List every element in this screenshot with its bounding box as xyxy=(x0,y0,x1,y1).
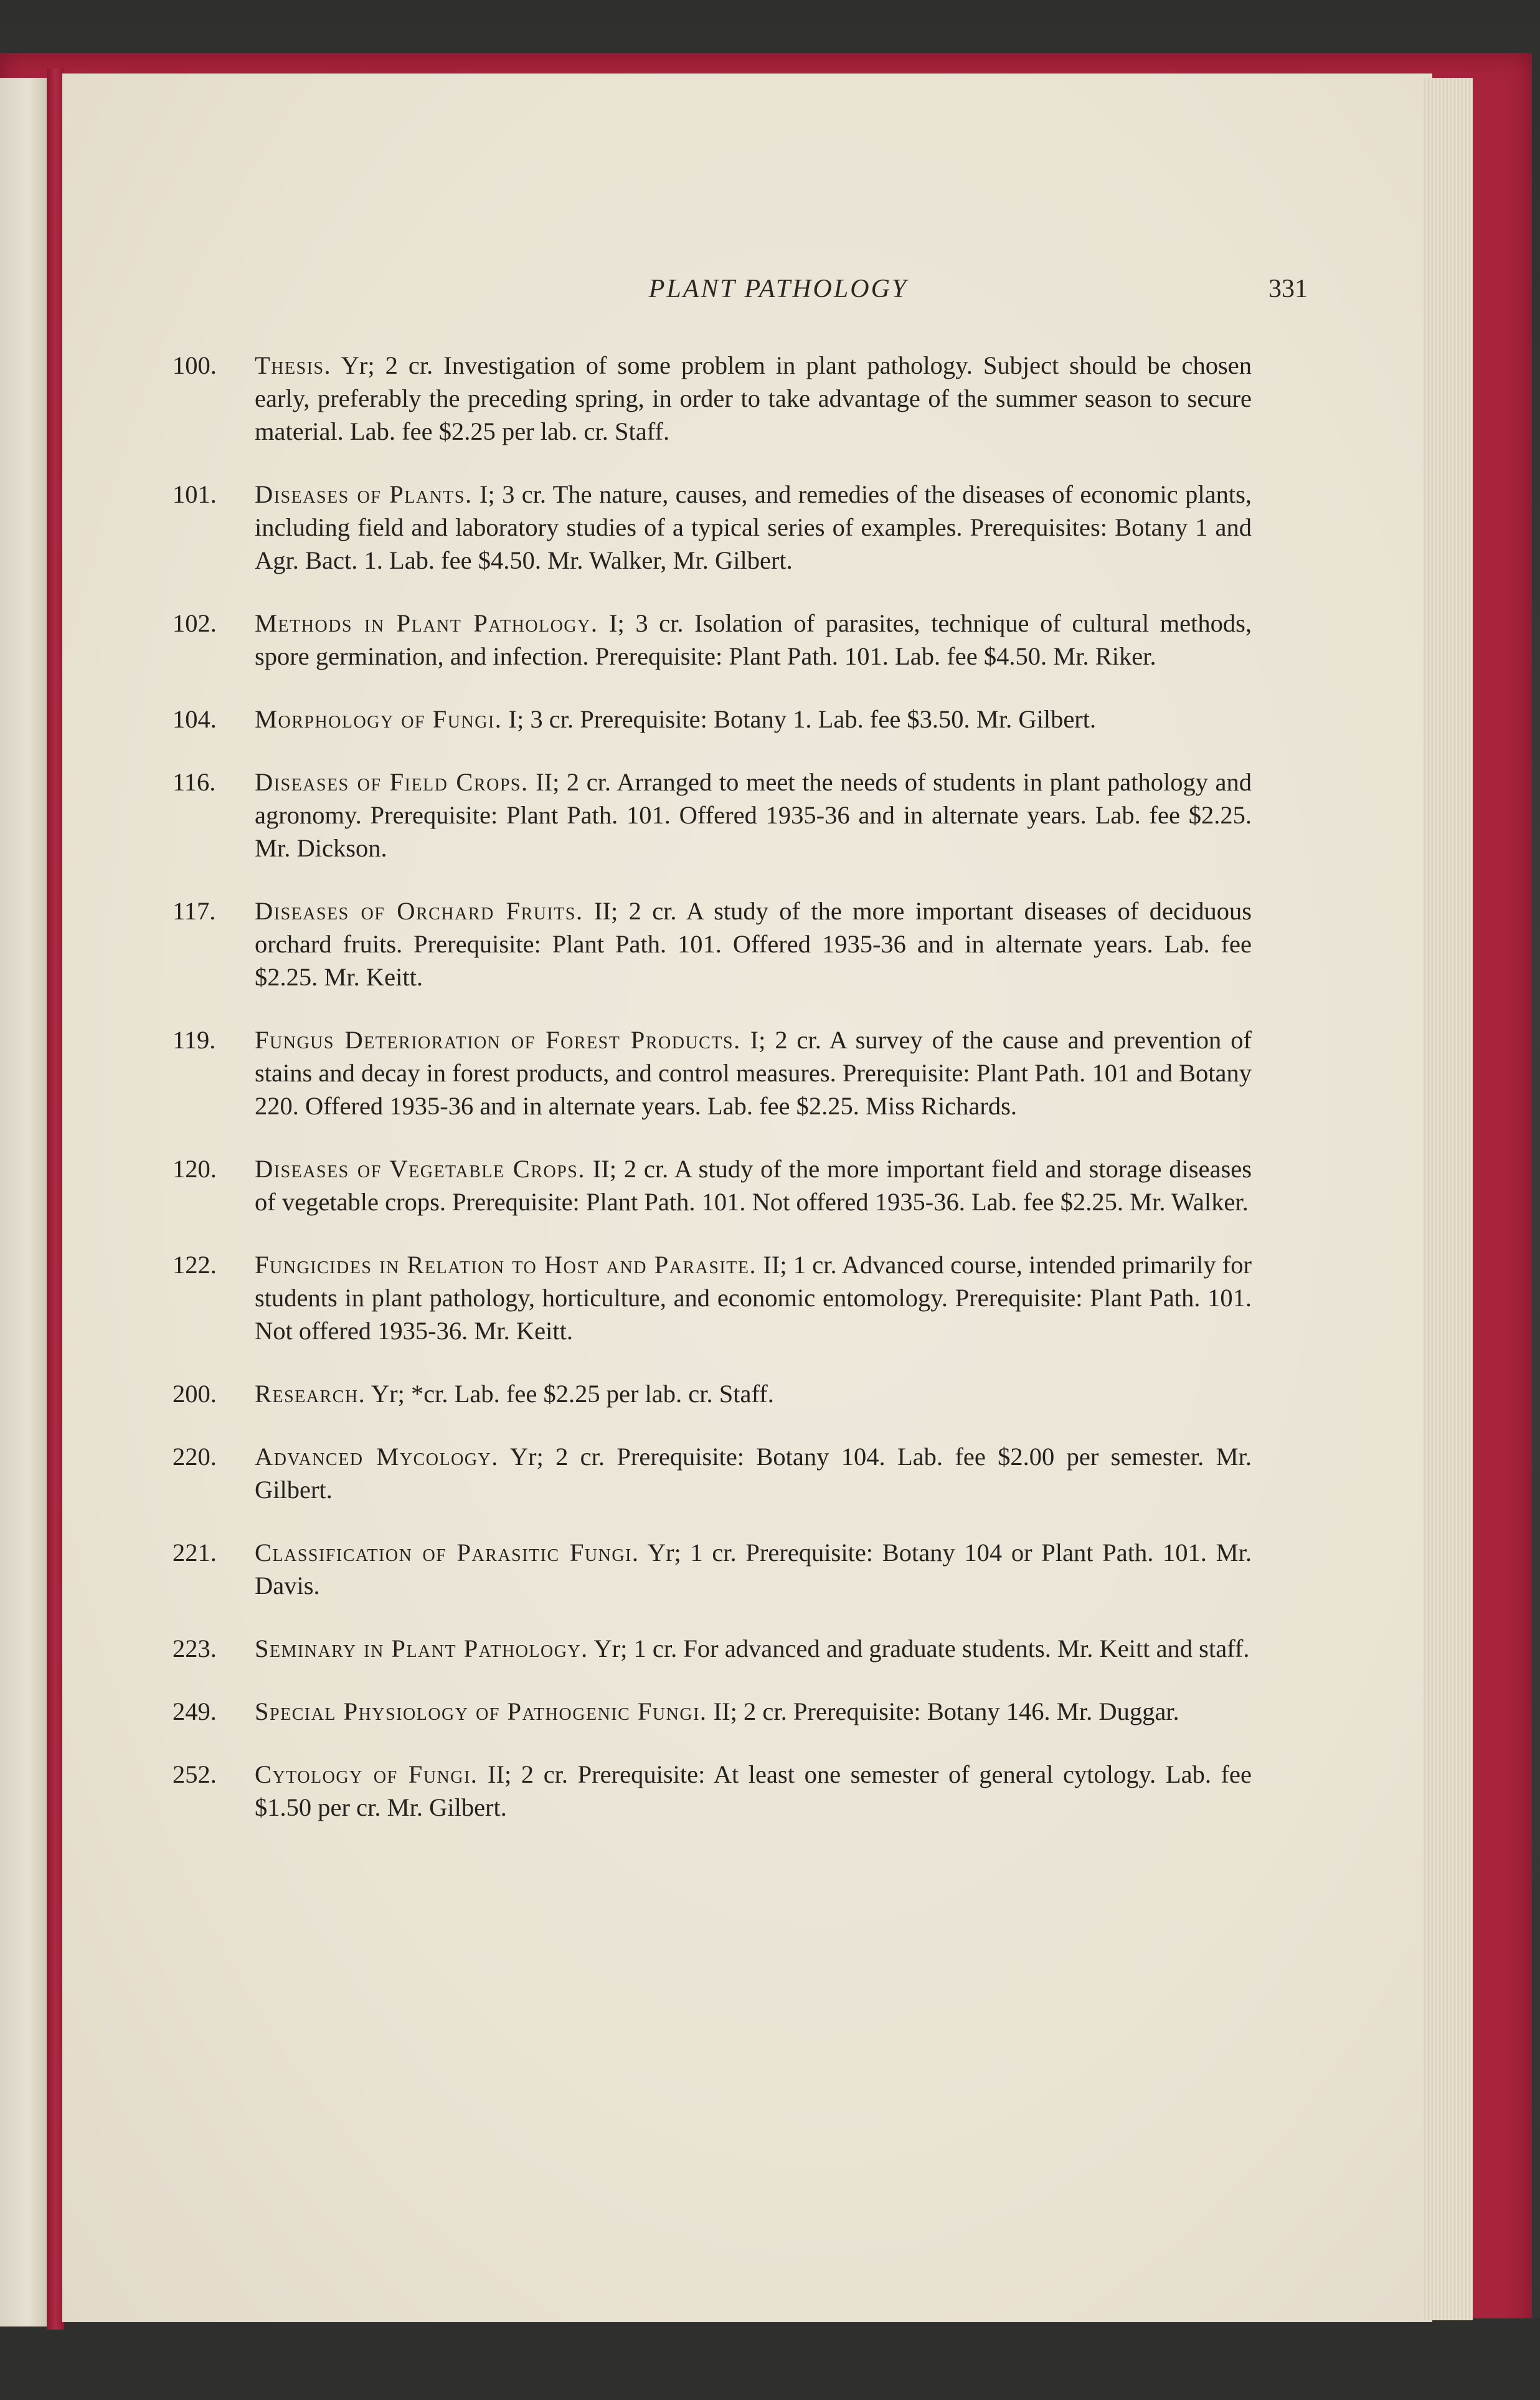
course-number: 122. xyxy=(172,1251,217,1279)
course-number: 200. xyxy=(172,1380,217,1408)
course-body: Yr; 2 cr. Prerequisite: Botany 104. Lab. fee $2.00 per semester. Mr. Gilbert. xyxy=(255,1443,1252,1504)
course-number: 119. xyxy=(172,1026,216,1054)
course-body: Yr; 2 cr. Investigation of some problem in plant pathology. Subject should be chosen early, preferably the preceding spring, in order to take advantage of the summer season to secure material. Lab. fee $2.25 per lab. cr. Staff. xyxy=(255,351,1252,445)
course-entry xyxy=(174,1152,1252,1218)
course-number: 220. xyxy=(172,1443,217,1471)
course-title: Advanced Mycology. xyxy=(255,1443,499,1471)
course-title: Fungus Deterioration of Forest Products. xyxy=(255,1026,741,1054)
course-number: 223. xyxy=(172,1634,217,1662)
course-entry xyxy=(174,1632,1252,1665)
course-body: II; 2 cr. A study of the more important field and storage diseases of vegetable crops. Prerequisite: Plant Path. 101. Not offered 1935-36. Lab. fee $2.25. Mr. Walker. xyxy=(255,1155,1252,1216)
course-entry xyxy=(174,1248,1252,1347)
course-number: 102. xyxy=(172,609,217,637)
course-title: Thesis. xyxy=(255,351,332,379)
course-title: Cytology of Fungi. xyxy=(255,1760,478,1788)
course-description xyxy=(255,1536,1252,1602)
course-title: Diseases of Field Crops. xyxy=(255,768,529,796)
course-entry xyxy=(174,894,1252,994)
course-body: I; 3 cr. Prerequisite: Botany 1. Lab. fee $3.50. Mr. Gilbert. xyxy=(508,705,1097,733)
course-description xyxy=(255,1695,1252,1728)
course-body: Yr; 1 cr. For advanced and graduate students. Mr. Keitt and staff. xyxy=(593,1634,1250,1662)
course-title: Methods in Plant Pathology. xyxy=(255,609,598,637)
course-description xyxy=(255,894,1252,994)
course-description xyxy=(255,1758,1252,1824)
course-body: I; 3 cr. The nature, causes, and remedies of the diseases of economic plants, including field and laboratory studies of a typical series of examples. Prerequisites: Botany 1 and Agr. Bact. 1. Lab. fee $4.50. Mr. Walker, Mr. Gilbert. xyxy=(255,480,1252,574)
course-list xyxy=(174,349,1252,1854)
scan-bottom-edge xyxy=(0,2318,1540,2400)
course-body: I; 3 cr. Isolation of parasites, technique of cultural methods, spore germination, and infection. Prerequisite: Plant Path. 101. Lab. fee $4.50. Mr. Riker. xyxy=(255,609,1252,670)
course-entry xyxy=(174,1440,1252,1506)
course-entry xyxy=(174,703,1252,736)
course-number: 252. xyxy=(172,1760,217,1788)
course-body: II; 2 cr. Arranged to meet the needs of students in plant pathology and agronomy. Prerequisite: Plant Path. 101. Offered 1935-36 and in alternate years. Lab. fee $2.25. Mr. Dickson. xyxy=(255,768,1252,862)
course-description xyxy=(255,1023,1252,1122)
course-number: 249. xyxy=(172,1697,217,1725)
course-title: Diseases of Plants. xyxy=(255,480,473,508)
course-title: Classification of Parasitic Fungi. xyxy=(255,1539,640,1567)
course-number: 101. xyxy=(172,480,217,508)
course-entry xyxy=(174,1536,1252,1602)
course-description xyxy=(255,1632,1252,1665)
course-body: I; 2 cr. A survey of the cause and prevention of stains and decay in forest products, and control measures. Prerequisite: Plant Path. 101 and Botany 220. Offered 1935-36 and in alternate years. Lab. fee $2.25. Miss Richards. xyxy=(255,1026,1252,1120)
course-entry xyxy=(174,1377,1252,1410)
course-description xyxy=(255,1440,1252,1506)
course-number: 221. xyxy=(172,1539,217,1567)
page-header xyxy=(62,274,1432,324)
course-title: Diseases of Orchard Fruits. xyxy=(255,897,583,925)
course-description xyxy=(255,1152,1252,1218)
course-entry xyxy=(174,349,1252,448)
course-title: Seminary in Plant Pathology. xyxy=(255,1634,588,1662)
course-body: II; 2 cr. A study of the more important diseases of deciduous orchard fruits. Prerequisite: Plant Path. 101. Offered 1935-36 and in alternate years. Lab. fee $2.25. Mr. Keitt. xyxy=(255,897,1252,991)
page-number: 331 xyxy=(1268,275,1308,303)
course-description xyxy=(255,478,1252,577)
course-description xyxy=(255,607,1252,673)
course-description xyxy=(255,1248,1252,1347)
course-body: II; 2 cr. Prerequisite: At least one semester of general cytology. Lab. fee $1.50 per cr. Mr. Gilbert. xyxy=(255,1760,1252,1821)
page-edges xyxy=(1423,78,1473,2320)
course-number: 120. xyxy=(172,1155,217,1183)
course-description xyxy=(255,703,1252,736)
course-entry xyxy=(174,1758,1252,1824)
course-description xyxy=(255,1377,1252,1410)
course-title: Special Physiology of Pathogenic Fungi. xyxy=(255,1697,707,1725)
course-number: 117. xyxy=(172,897,216,925)
course-entry xyxy=(174,766,1252,865)
course-body: Yr; 1 cr. Prerequisite: Botany 104 or Plant Path. 101. Mr. Davis. xyxy=(255,1539,1252,1600)
facing-page-edge xyxy=(0,78,47,2326)
course-entry xyxy=(174,478,1252,577)
course-body: Yr; *cr. Lab. fee $2.25 per lab. cr. Staff. xyxy=(371,1380,774,1408)
course-title: Fungicides in Relation to Host and Parasite. xyxy=(255,1251,757,1279)
course-description xyxy=(255,349,1252,448)
course-entry xyxy=(174,1023,1252,1122)
course-body: II; 2 cr. Prerequisite: Botany 146. Mr. Duggar. xyxy=(713,1697,1179,1725)
course-body: II; 1 cr. Advanced course, intended primarily for students in plant pathology, horticulture, and economic entomology. Prerequisite: Plant Path. 101. Not offered 1935-36. Mr. Keitt. xyxy=(255,1251,1252,1345)
course-title: Morphology of Fungi. xyxy=(255,705,503,733)
course-title: Diseases of Vegetable Crops. xyxy=(255,1155,585,1183)
course-entry xyxy=(174,1695,1252,1728)
course-number: 104. xyxy=(172,705,217,733)
course-number: 100. xyxy=(172,351,217,379)
course-number: 116. xyxy=(172,768,216,796)
course-entry xyxy=(174,607,1252,673)
course-title: Research. xyxy=(255,1380,366,1408)
course-description xyxy=(255,766,1252,865)
book-gutter xyxy=(47,69,64,2330)
running-head: PLANT PATHOLOGY xyxy=(648,275,909,303)
